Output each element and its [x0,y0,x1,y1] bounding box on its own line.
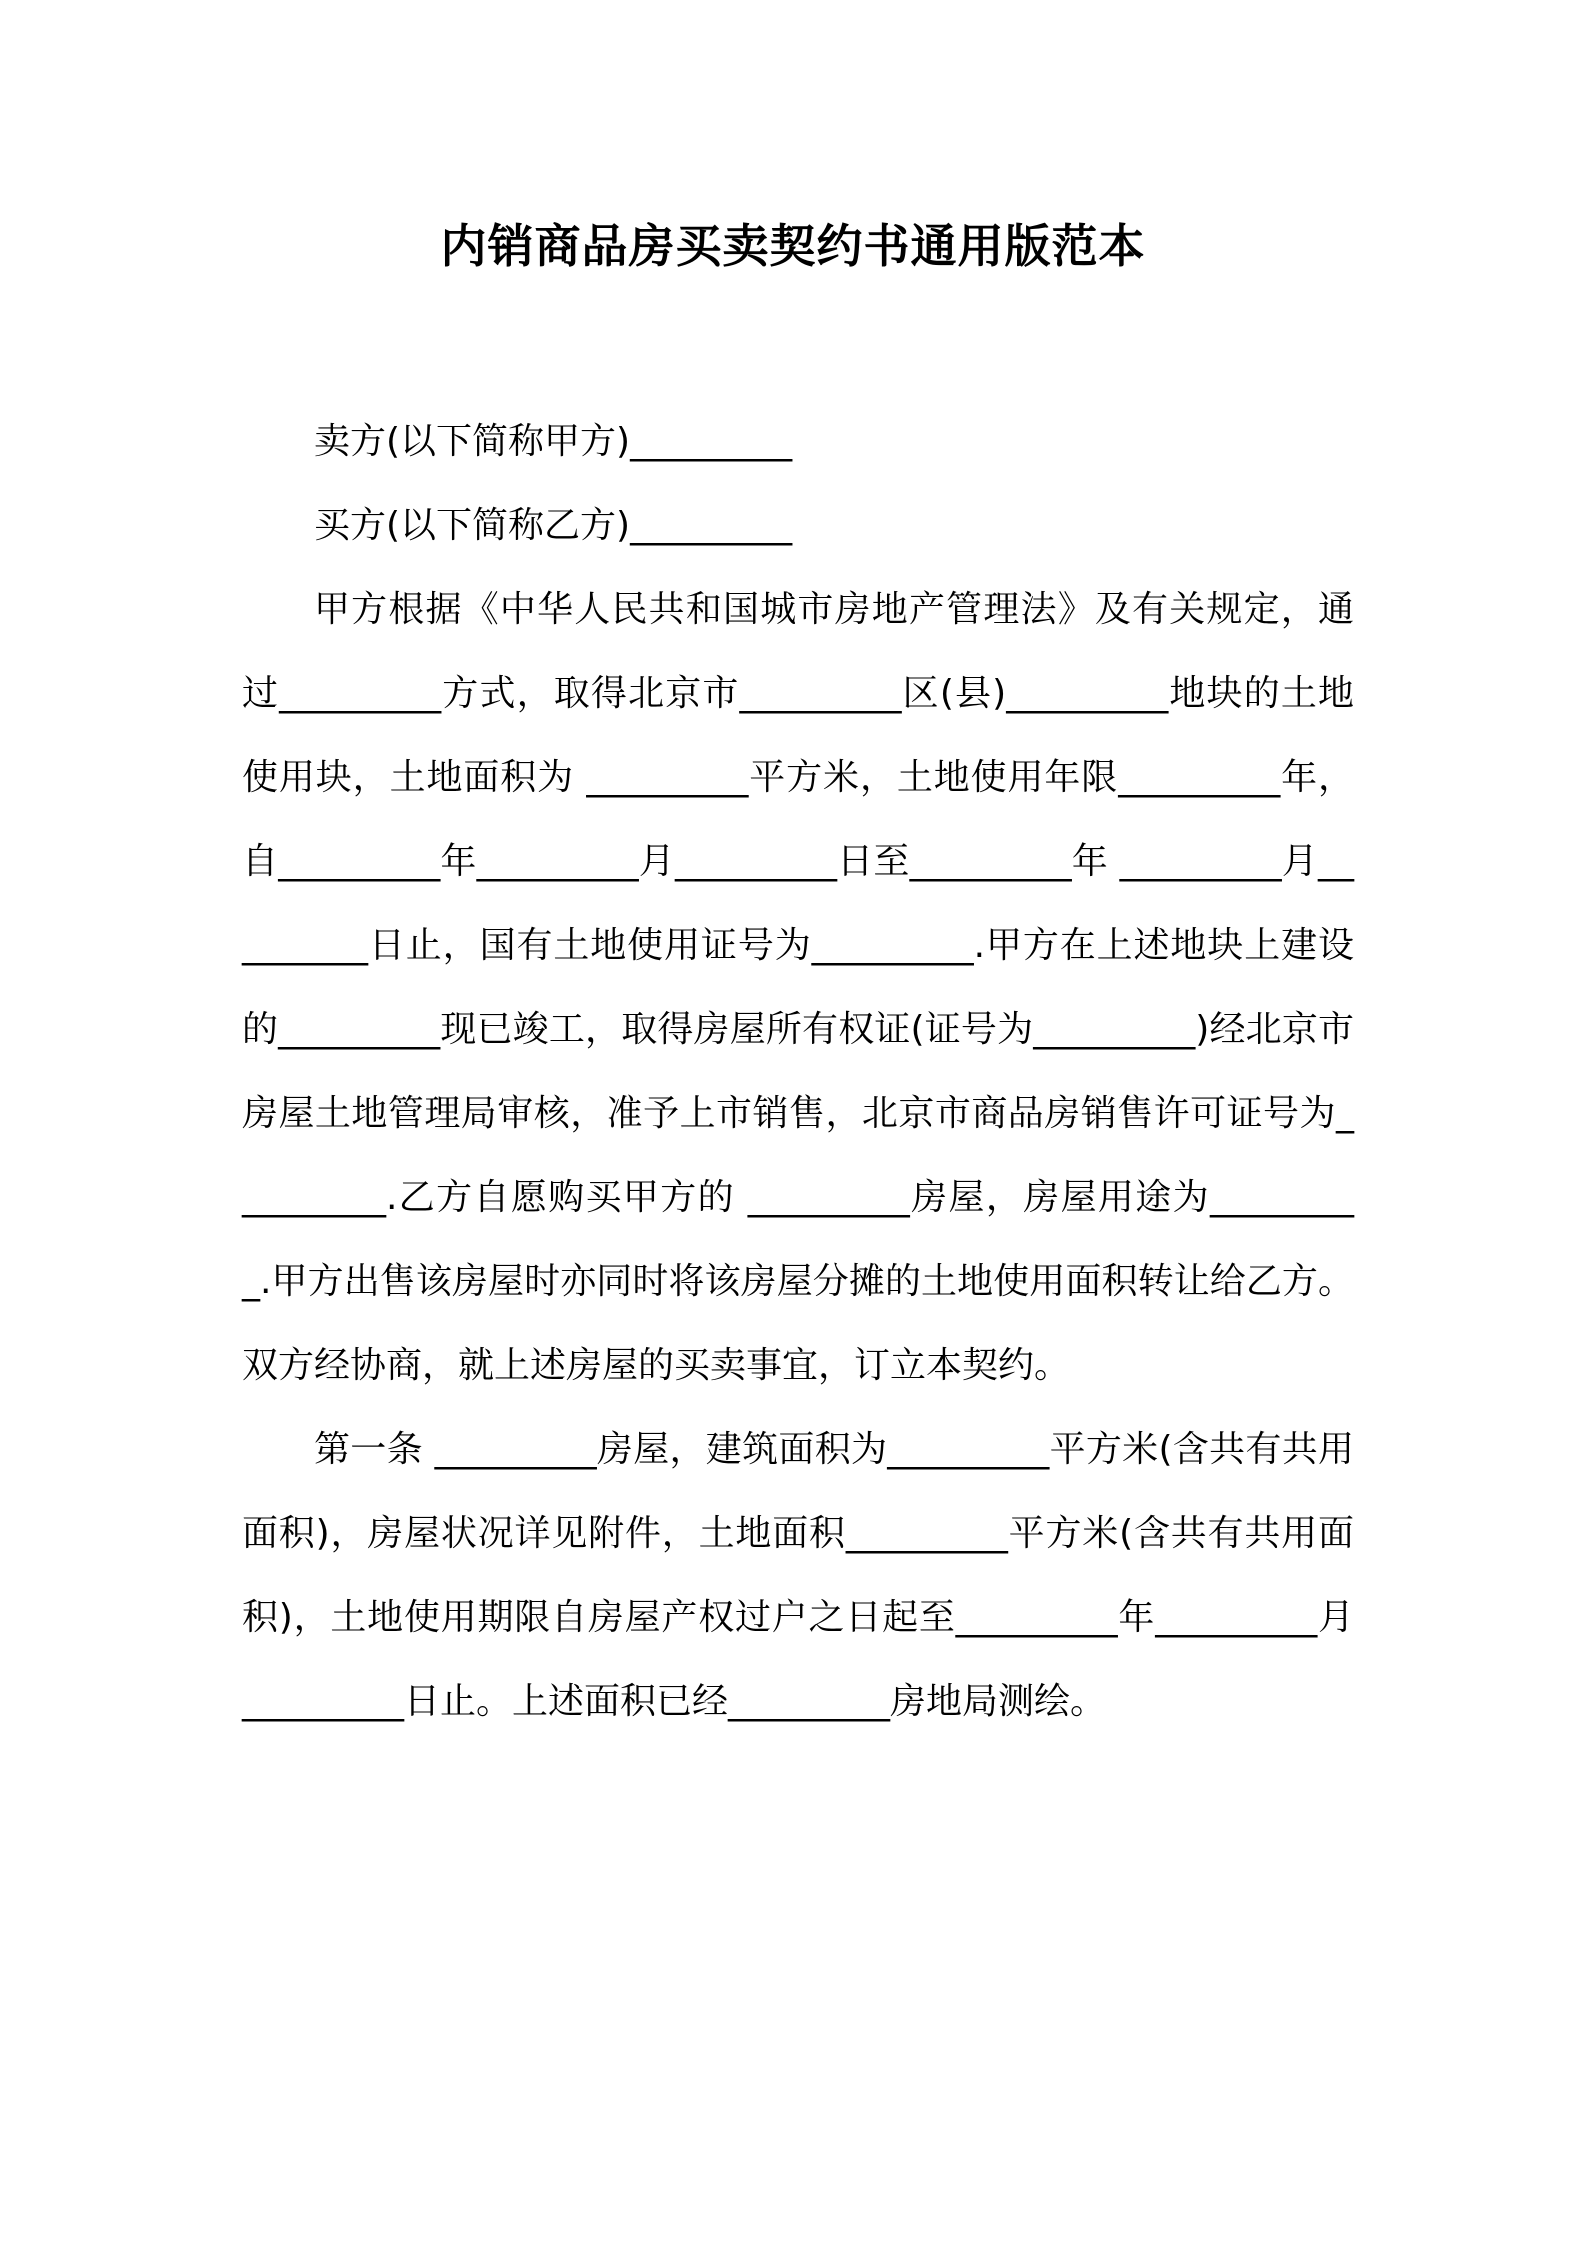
preamble-paragraph: 甲方根据《中华人民共和国城市房地产管理法》及有关规定，通过_________方式，取得北京市_________区(县)_________地块的土地使用块，土地面积为 _________平方米，土地使用年限_________年，自_________年_________月_________日至_________年 _________月_________日止，国有土地使用证号为_________.甲方在上述地块上建设的_________现已竣工，取得房屋所有权证(证号为_________)经北京市房屋土地管理局审核，准予上市销售，北京市商品房销售许可证号为_________.乙方自愿购买甲方的 _________房屋，房屋用途为_________.甲方出售该房屋时亦同时将该房屋分摊的土地使用面积转让给乙方。双方经协商，就上述房屋的买卖事宜，订立本契约。 [242,589,1354,1386]
article-one-paragraph: 第一条 _________房屋，建筑面积为_________平方米(含共有共用面积)，房屋状况详见附件，土地面积_________平方米(含共有共用面积)，土地使用期限自房屋产权过户之日起至_________年_________月_________日止。上述面积已经_________房地局测绘。 [242,1429,1354,1722]
document-title: 内销商品房买卖契约书通用版范本 [440,219,1146,273]
buyer-line: 买方(以下简称乙方)_________ [314,505,793,546]
document-body [242,400,1354,1744]
seller-line: 卖方(以下简称甲方)_________ [314,421,793,462]
